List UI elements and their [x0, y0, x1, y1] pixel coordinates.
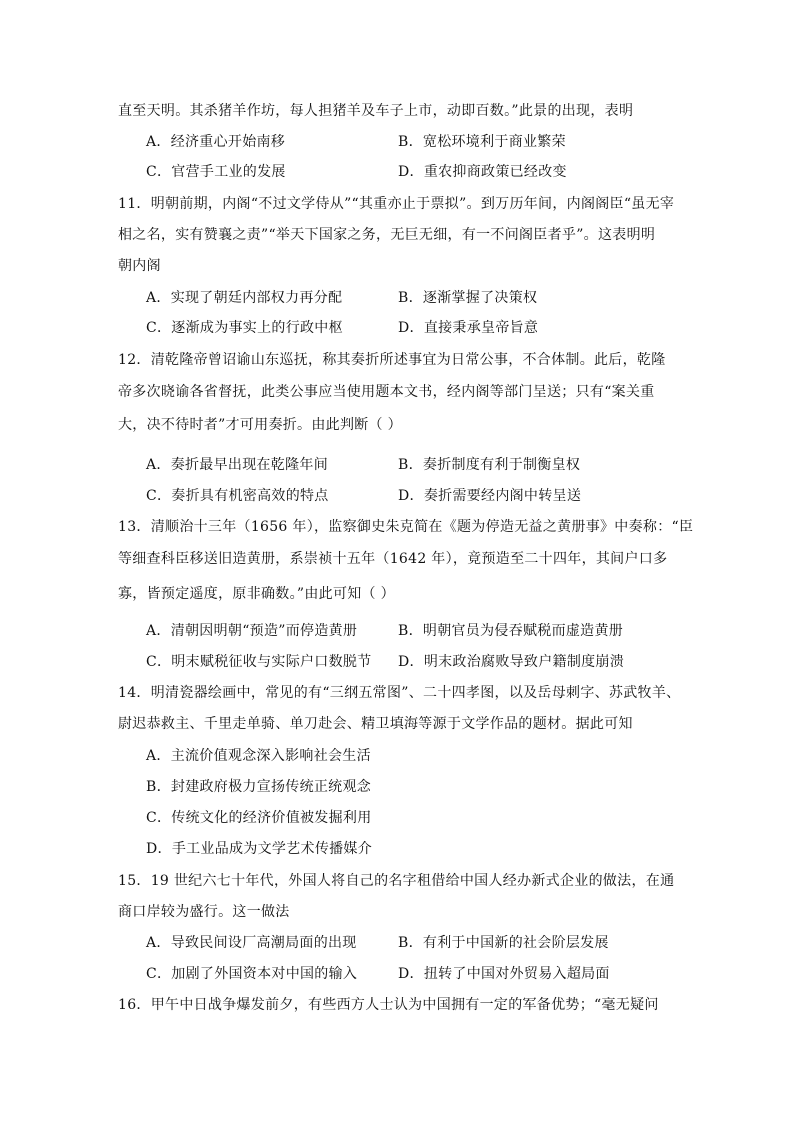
q13-option-b: B．明朝官员为侵吞赋税而虚造黄册	[398, 623, 624, 639]
q10-stem-line: 直至天明。其杀猪羊作坊，每人担猪羊及车子上市，动即百数。”此景的出现，表明	[118, 103, 634, 119]
q10-option-c: C．官营手工业的发展	[146, 164, 286, 180]
q10-option-a: A．经济重心开始南移	[146, 134, 286, 150]
q13-stem-line-1: 13．清顺治十三年（1656 年），监察御史朱克简在《题为停造无益之黄册事》中奏称：“臣	[118, 519, 694, 535]
q12-stem-line-1: 12．清乾隆帝曾诏谕山东巡抚，称其奏折所述事宜为日常公事，不合体制。此后，乾隆	[118, 352, 666, 368]
q10-option-b: B．宽松环境利于商业繁荣	[398, 134, 566, 150]
q14-option-a: A．主流价值观念深入影响社会生活	[146, 748, 371, 764]
q15-option-c: C．加剧了外国资本对中国的输入	[146, 966, 358, 982]
q13-stem-line-2: 等细查科臣移送旧造黄册，系崇祯十五年（1642 年），竟预造至二十四年，其间户口多	[118, 551, 668, 567]
q12-option-a: A．奏折最早出现在乾隆年间	[146, 457, 329, 473]
q14-option-d: D．手工业品成为文学艺术传播媒介	[146, 841, 373, 857]
q11-option-b: B．逐渐掌握了决策权	[398, 290, 538, 306]
q15-option-b: B．有利于中国新的社会阶层发展	[398, 935, 609, 951]
q12-option-d: D．奏折需要经内阁中转呈送	[398, 488, 582, 504]
q13-option-a: A．清朝因明朝“预造”而停造黄册	[146, 623, 358, 639]
q13-option-c: C．明末赋税征收与实际户口数脱节	[146, 654, 372, 670]
q15-option-a: A．导致民间设厂高潮局面的出现	[146, 935, 357, 951]
q14-option-b: B．封建政府极力宣扬传统正统观念	[146, 779, 372, 795]
q12-stem-line-2: 帝多次晓谕各省督抚，此类公事应当使用题本文书，经内阁等部门呈送；只有“案关重	[118, 384, 655, 400]
q12-option-c: C．奏折具有机密高效的特点	[146, 488, 329, 504]
q13-stem-line-3: 寡，皆预定遥度，原非确数。”由此可知（ ）	[118, 586, 395, 602]
q11-stem-line-3: 朝内阁	[118, 258, 161, 274]
q15-stem-line-2: 商口岸较为盛行。这一做法	[118, 904, 290, 920]
q15-stem-line-1: 15．19 世纪六七十年代，外国人将自己的名字租借给中国人经办新式企业的做法，在通	[118, 873, 675, 889]
q16-stem-line-1: 16．甲午中日战争爆发前夕，有些西方人士认为中国拥有一定的军备优势；“毫无疑问	[118, 997, 659, 1013]
q14-option-c: C．传统文化的经济价值被发掘利用	[146, 810, 372, 826]
q15-option-d: D．扭转了中国对外贸易入超局面	[398, 966, 610, 982]
q11-option-a: A．实现了朝廷内部权力再分配	[146, 290, 343, 306]
q11-stem-line-2: 相之名，实有赞襄之责”“举天下国家之务，无巨无细，有一不问阁臣者乎”。这表明明	[118, 227, 656, 243]
q12-option-b: B．奏折制度有利于制衡皇权	[398, 457, 581, 473]
q14-stem-line-2: 尉迟恭救主、千里走单骑、单刀赴会、精卫填海等源于文学作品的题材。据此可知	[118, 716, 633, 732]
q11-option-d: D．直接秉承皇帝旨意	[398, 320, 539, 336]
q14-stem-line-1: 14．明清瓷器绘画中，常见的有“三纲五常图”、二十四孝图，以及岳母刺字、苏武牧羊、	[118, 685, 681, 701]
q11-option-c: C．逐渐成为事实上的行政中枢	[146, 320, 343, 336]
q11-stem-line-1: 11．明朝前期，内阁“不过文学侍从”“其重亦止于票拟”。到万历年间，内阁阁臣“虽无宰	[118, 196, 675, 212]
q13-option-d: D．明末政治腐败导致户籍制度崩溃	[398, 654, 625, 670]
q12-stem-line-3: 大，决不待时者”才可用奏折。由此判断（ ）	[118, 417, 402, 433]
q10-option-d: D．重农抑商政策已经改变	[398, 164, 567, 180]
